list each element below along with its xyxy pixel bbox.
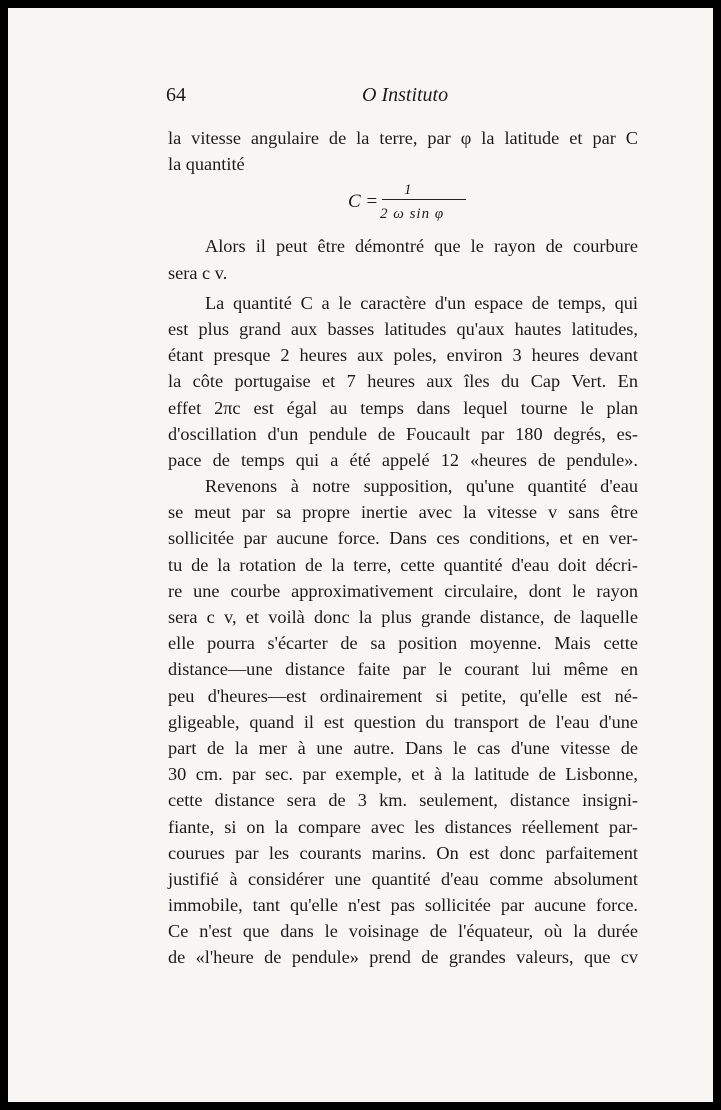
text-line: sollicitée par aucune force. Dans ces conditions, et en ver- xyxy=(168,528,638,549)
text-line: 30 cm. par sec. par exemple, et à la latitude de Lisbonne, xyxy=(168,764,638,785)
fraction-bar xyxy=(382,199,466,200)
text-line: Revenons à notre supposition, qu'une quantité d'eau xyxy=(205,476,638,497)
running-title: O Instituto xyxy=(362,84,449,106)
text-line: Ce n'est que dans le voisinage de l'équateur, où la durée xyxy=(168,921,638,942)
document-page xyxy=(8,8,713,1102)
text-line: La quantité C a le caractère d'un espace de temps, qui xyxy=(205,292,638,313)
formula-numerator: 1 xyxy=(404,182,412,199)
formula xyxy=(168,177,638,233)
text-line: courues par les courants marins. On est donc parfaitement xyxy=(168,842,638,863)
text-line: re une courbe approximativement circulaire, dont le rayon xyxy=(168,580,638,601)
text-line: se meut par sa propre inertie avec la vitesse v sans être xyxy=(168,502,638,523)
text-line: elle pourra s'écarter de sa position moyenne. Mais cette xyxy=(168,633,638,654)
text-line: la vitesse angulaire de la terre, par φ la latitude et par C xyxy=(168,128,638,148)
page-number: 64 xyxy=(166,84,186,106)
text-line: est plus grand aux basses latitudes qu'aux hautes latitudes, xyxy=(168,318,638,339)
text-line: sera c v. xyxy=(168,262,228,283)
text-line: tu de la rotation de la terre, cette quantité d'eau doit décri- xyxy=(168,554,638,575)
text-line: immobile, tant qu'elle n'est pas sollicitée par aucune force. xyxy=(168,895,638,916)
text-line: part de la mer à une autre. Dans le cas d'une vitesse de xyxy=(168,737,638,758)
text-line: Alors il peut être démontré que le rayon de courbure xyxy=(205,236,638,257)
text-line: pace de temps qui a été appelé 12 «heures de pendule». xyxy=(168,449,638,470)
text-line: justifié à considérer une quantité d'eau comme absolument xyxy=(168,868,638,889)
text-line: sera c v, et voilà donc la plus grande distance, de laquelle xyxy=(168,607,638,627)
body-text xyxy=(168,125,638,971)
text-line: cette distance sera de 3 km. seulement, distance insigni- xyxy=(168,790,638,811)
text-line: fiante, si on la compare avec les distances réellement par- xyxy=(168,816,638,837)
text-line: d'oscillation d'un pendule de Foucault par 180 degrés, es- xyxy=(168,423,638,444)
text-line: la côte portugaise et 7 heures aux îles du Cap Vert. En xyxy=(168,371,638,392)
formula-lhs: C = xyxy=(348,191,379,213)
text-line: effet 2πc est égal au temps dans lequel tourne le plan xyxy=(168,397,638,418)
text-line: distance—une distance faite par le courant lui même en xyxy=(168,659,638,680)
text-line: étant presque 2 heures aux poles, environ 3 heures devant xyxy=(168,345,638,366)
formula-denominator: 2 ω sin φ xyxy=(380,206,445,223)
text-line: gligeable, quand il est question du transport de l'eau d'une xyxy=(168,711,638,732)
page-header xyxy=(166,84,626,112)
text-line: la quantité xyxy=(168,154,245,175)
text-line: de «l'heure de pendule» prend de grandes valeurs, que cv xyxy=(168,947,638,968)
text-line: peu d'heures—est ordinairement si petite, qu'elle est né- xyxy=(168,685,638,706)
